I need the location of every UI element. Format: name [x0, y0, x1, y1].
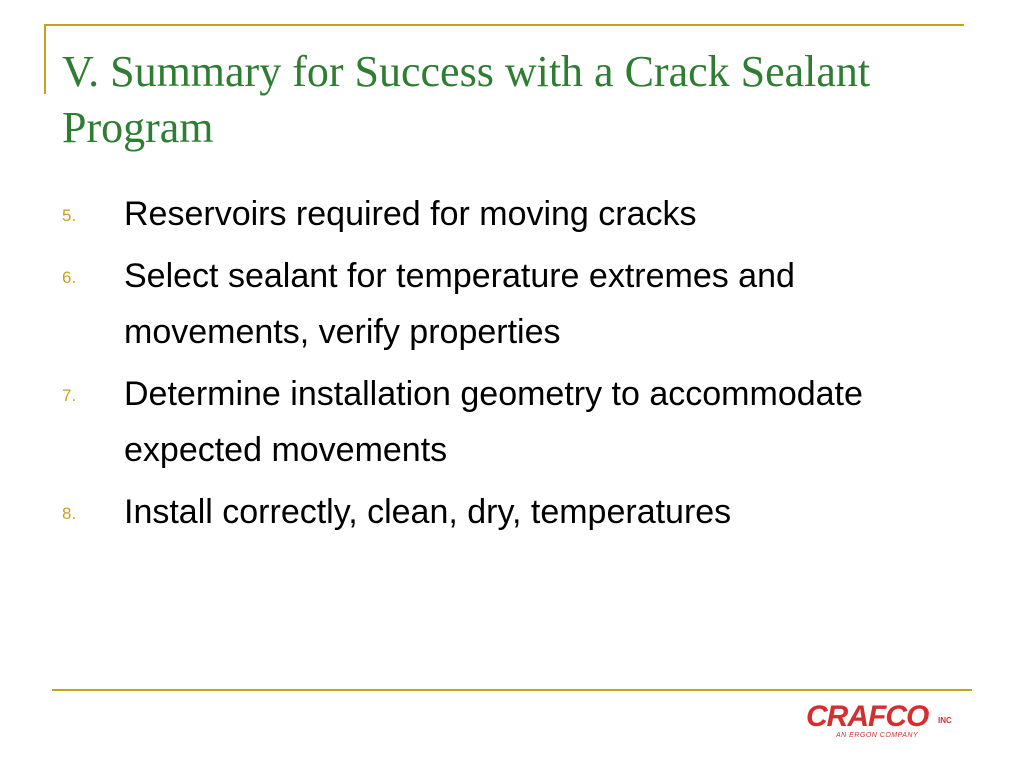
bullet-text: Reservoirs required for moving cracks — [124, 195, 697, 233]
logo-name: CRAFCO — [806, 700, 929, 733]
bullet-text: Install correctly, clean, dry, temperatures — [124, 493, 732, 531]
bullet-number: 8. — [62, 504, 77, 523]
bullet-number: 6. — [62, 268, 77, 287]
bottom-divider — [52, 689, 972, 691]
bullet-text: Determine installation geometry to accommodate expected movements — [124, 375, 863, 469]
bullet-number: 5. — [62, 206, 77, 225]
left-accent-line — [44, 24, 46, 94]
logo-tagline: AN ERGON COMPANY — [836, 732, 919, 739]
list-item — [62, 488, 962, 540]
list-item — [62, 252, 962, 360]
company-logo — [806, 700, 956, 748]
list-item — [62, 370, 962, 478]
logo-suffix: INC — [938, 716, 952, 725]
bullet-text: Select sealant for temperature extremes and movements, verify properties — [124, 257, 795, 351]
bullet-number: 7. — [62, 386, 77, 405]
top-divider — [44, 24, 964, 26]
bullet-list — [62, 190, 962, 550]
list-item — [62, 190, 962, 242]
slide-title: V. Summary for Success with a Crack Sealant Program — [62, 47, 871, 152]
